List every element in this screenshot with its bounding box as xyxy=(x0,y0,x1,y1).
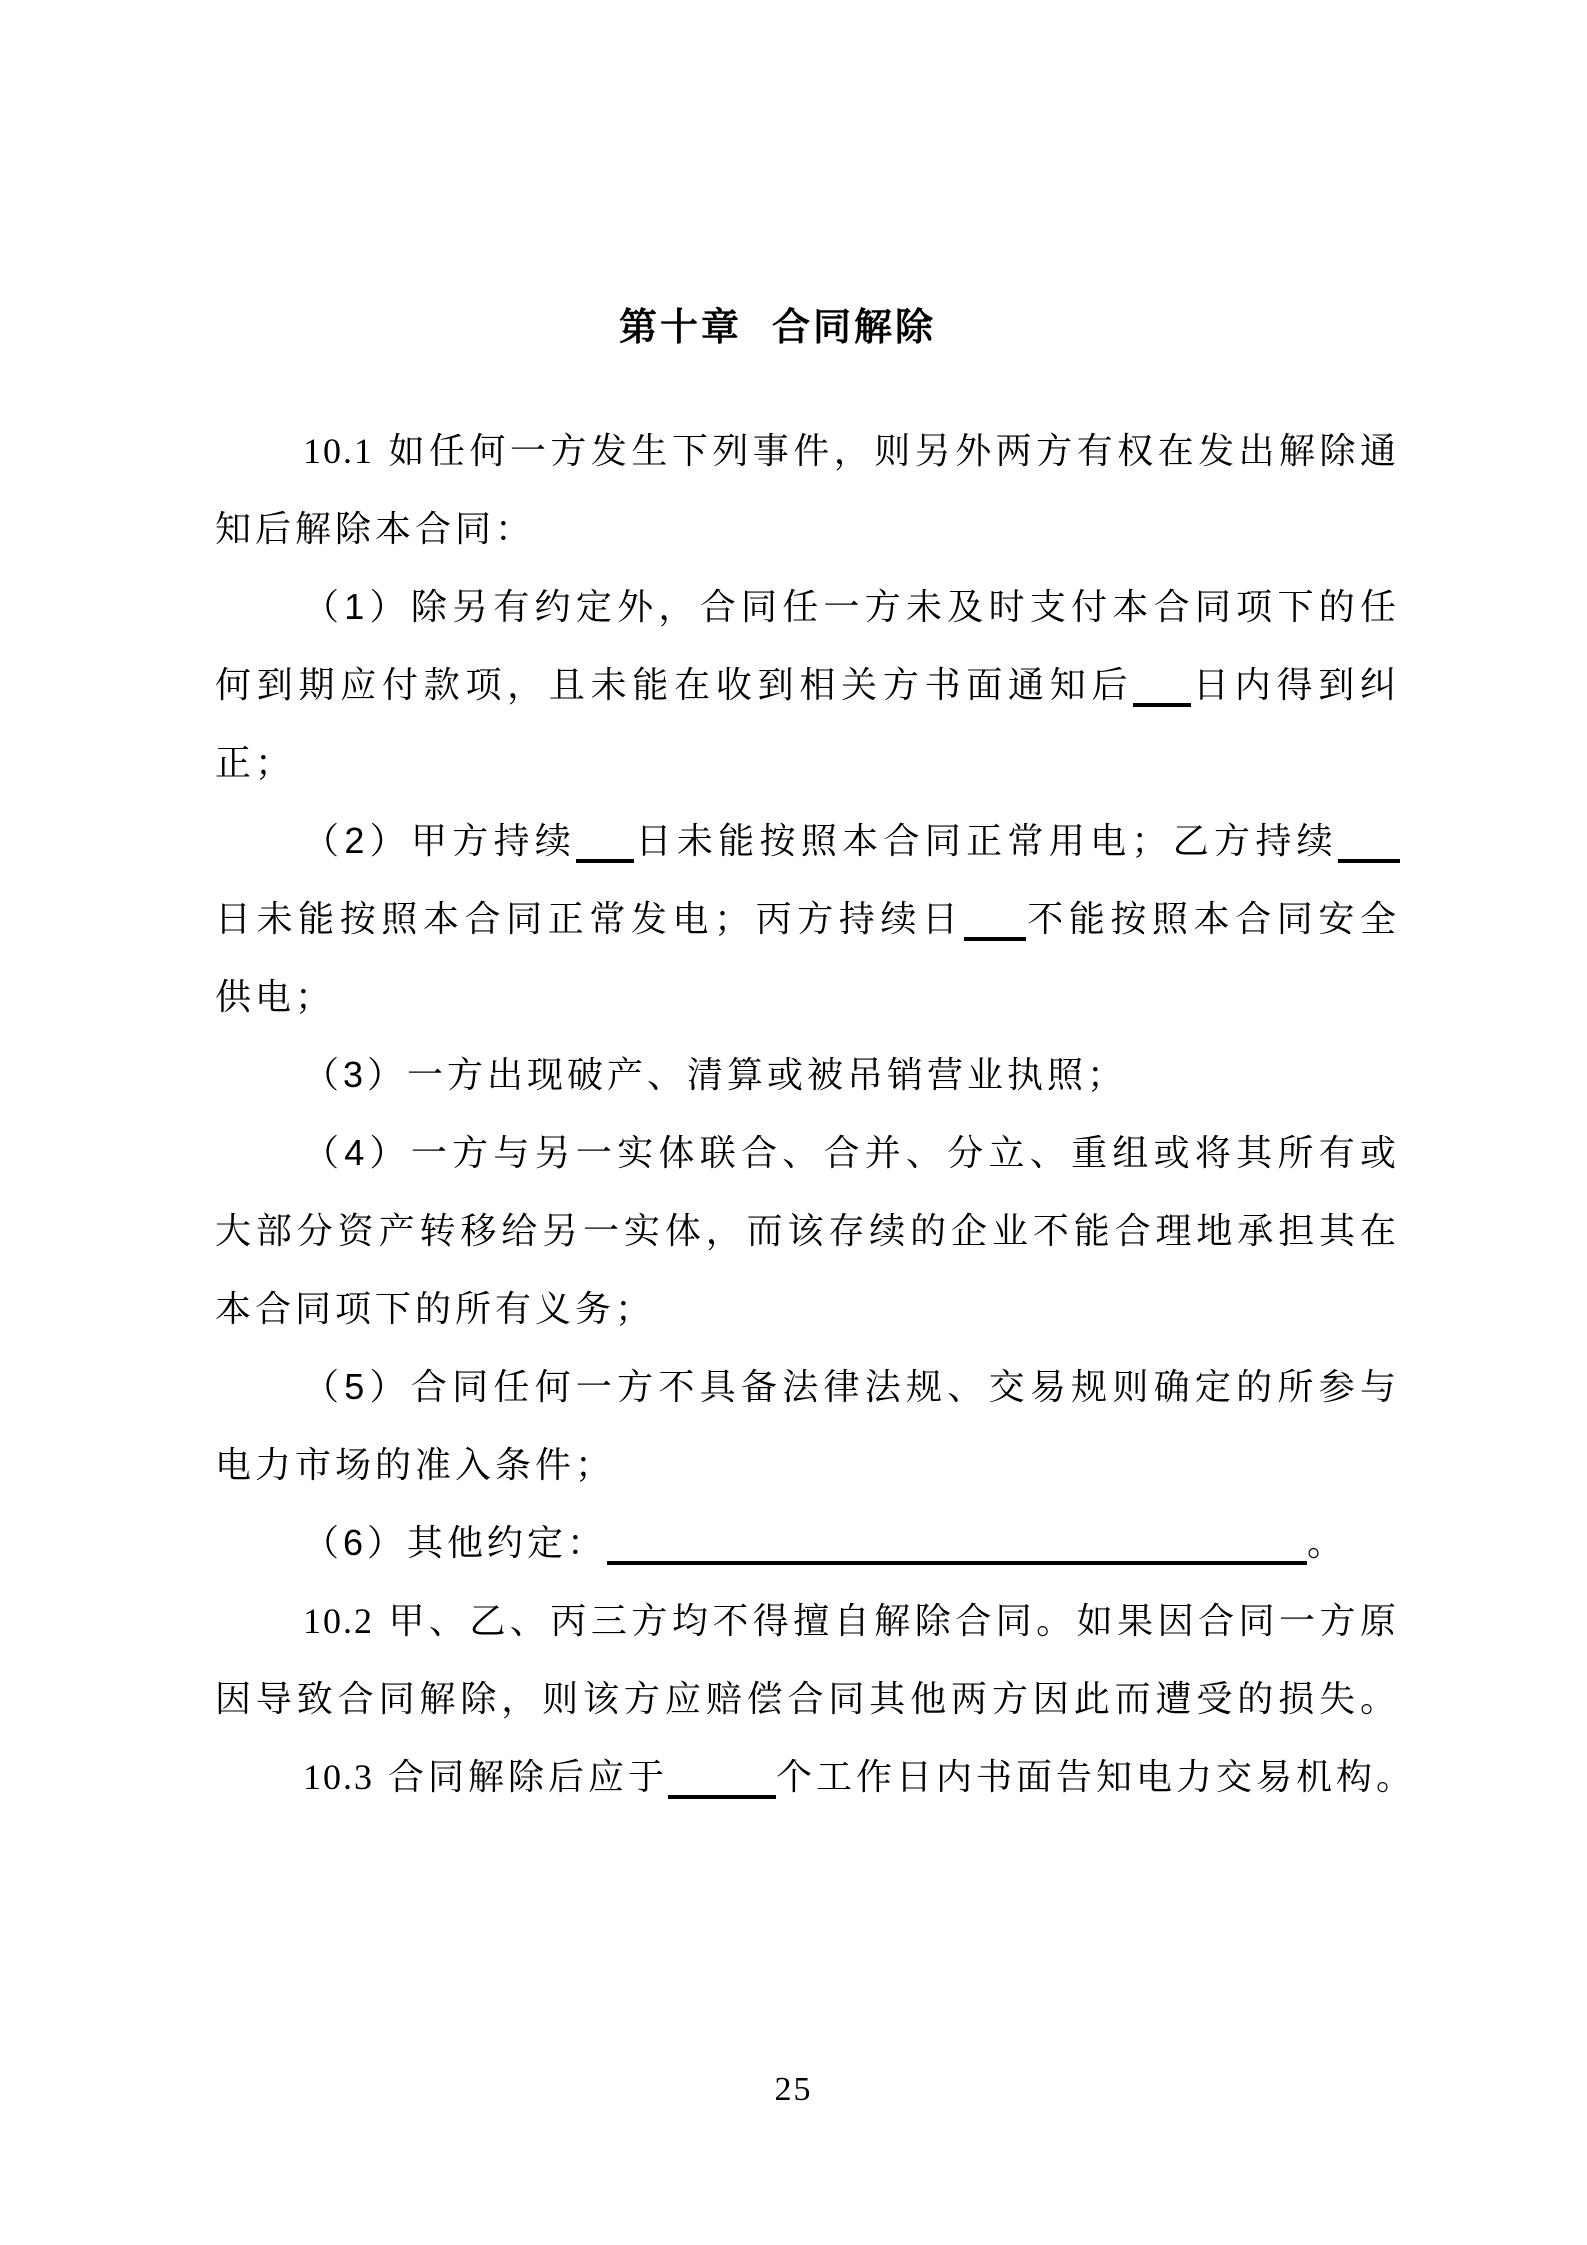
text-line xyxy=(215,412,1400,490)
paragraph-clause-1 xyxy=(215,568,1400,802)
paragraph-clause-3 xyxy=(215,1036,1400,1114)
text-run: 个工作日内书面告知电力交易机构。 xyxy=(776,1756,1417,1797)
text-run: （3）一方出现破产、清算或被吊销营业执照； xyxy=(303,1054,1128,1095)
text-run: （2）甲方持续 xyxy=(303,820,577,861)
text-run: 。 xyxy=(1307,1522,1348,1563)
text-line xyxy=(215,1114,1400,1192)
text-line xyxy=(215,802,1400,880)
paragraph-clause-4 xyxy=(215,1114,1400,1348)
text-line xyxy=(215,1270,1400,1348)
text-run: 电力市场的准入条件； xyxy=(215,1444,616,1485)
blank-underline xyxy=(607,1541,1307,1565)
paragraph-clause-6 xyxy=(215,1504,1400,1582)
text-run: 日未能按照本合同正常发电；丙方持续日 xyxy=(215,898,964,939)
text-run: （1）除另有约定外，合同任一方未及时支付本合同项下的任 xyxy=(303,586,1400,627)
text-block xyxy=(215,0,1417,1816)
blank-underline xyxy=(668,1775,776,1799)
chapter-heading xyxy=(215,304,1400,352)
clause-number: 10.2 xyxy=(303,1601,374,1641)
paragraph-10-3 xyxy=(215,1738,1417,1816)
text-line xyxy=(215,568,1400,646)
text-run: 本合同项下的所有义务； xyxy=(215,1288,656,1329)
chapter-title: 合同解除 xyxy=(772,307,937,349)
text-run: （5）合同任何一方不具备法律法规、交易规则确定的所参与 xyxy=(303,1366,1400,1407)
text-run: 何到期应付款项，且未能在收到相关方书面通知后 xyxy=(215,664,1134,705)
text-line xyxy=(215,1348,1400,1426)
text-run: 日未能按照本合同正常用电；乙方持续 xyxy=(634,820,1338,861)
paragraph-10-1 xyxy=(215,412,1400,568)
text-line xyxy=(215,1504,1400,1582)
text-line xyxy=(215,958,1400,1036)
text-run: （6）其他约定： xyxy=(303,1522,608,1563)
chapter-label: 第十章 xyxy=(618,307,742,349)
text-run: 甲、乙、丙三方均不得擅自解除合同。如果因合同一方原 xyxy=(388,1600,1400,1641)
blank-underline xyxy=(1338,839,1400,863)
text-line xyxy=(215,1582,1400,1660)
text-run: 大部分资产转移给另一实体，而该存续的企业不能合理地承担其在 xyxy=(215,1210,1400,1251)
paragraph-10-2 xyxy=(215,1582,1400,1738)
text-line xyxy=(215,724,1400,802)
text-run: 正； xyxy=(215,742,296,783)
text-run: 因导致合同解除，则该方应赔偿合同其他两方因此而遭受的损失。 xyxy=(215,1678,1400,1719)
text-run: 供电； xyxy=(215,976,336,1017)
text-line xyxy=(215,1192,1400,1270)
clause-number: 10.1 xyxy=(303,431,374,471)
text-run: 知后解除本合同： xyxy=(215,508,536,549)
paragraph-clause-2 xyxy=(215,802,1400,1036)
text-run: 不能按照本合同安全 xyxy=(1025,898,1400,939)
clause-number: 10.3 xyxy=(303,1757,374,1797)
text-run: （4）一方与另一实体联合、合并、分立、重组或将其所有或 xyxy=(303,1132,1400,1173)
text-run: 如任何一方发生下列事件，则另外两方有权在发出解除通 xyxy=(388,430,1400,471)
text-line xyxy=(215,880,1400,958)
text-line xyxy=(215,490,1400,568)
text-line xyxy=(215,1426,1400,1504)
paragraph-list xyxy=(215,412,1417,1816)
blank-underline xyxy=(964,917,1026,941)
page-number: 25 xyxy=(774,2071,813,2108)
text-line xyxy=(215,1036,1400,1114)
paragraph-clause-5 xyxy=(215,1348,1400,1504)
text-line xyxy=(215,646,1400,724)
blank-underline xyxy=(576,839,634,863)
text-line xyxy=(215,1660,1400,1738)
blank-underline xyxy=(1133,683,1191,707)
text-line xyxy=(215,1738,1417,1816)
text-run: 合同解除后应于 xyxy=(388,1756,669,1797)
text-run: 日内得到纠 xyxy=(1191,664,1400,705)
